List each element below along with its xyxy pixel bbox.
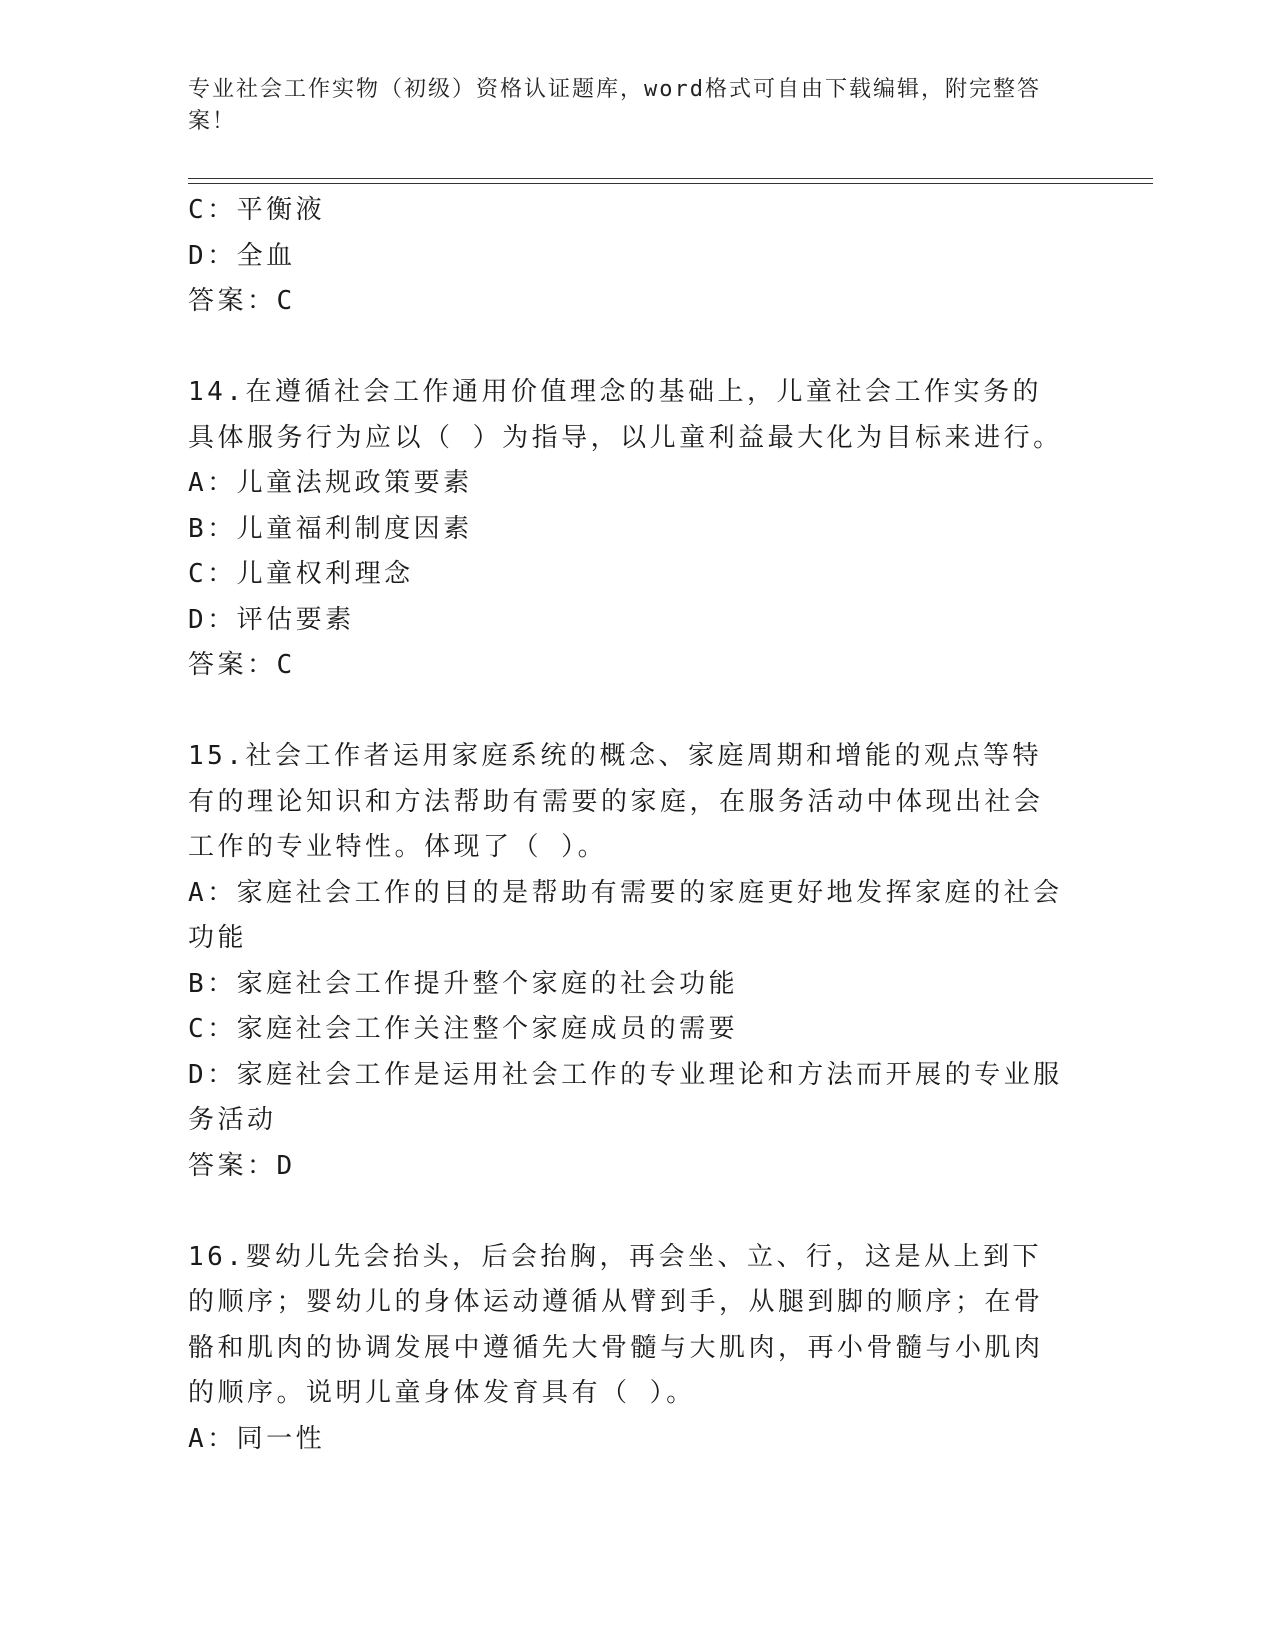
question-text: 婴幼儿先会抬头，后会抬胸，再会坐、立、行，这是从上到下的顺序；婴幼儿的身体运动遵循从臂到手，从腿到脚的顺序；在骨骼和肌肉的协调发展中遵循先大骨髓与大肌肉，再小骨髓与小肌肉的顺序。说明儿童身体发育具有（ ）。 bbox=[188, 1241, 1044, 1408]
question-number: 15. bbox=[188, 741, 246, 771]
option-label: D bbox=[188, 1059, 208, 1090]
option-line: C：儿童权利理念 bbox=[188, 559, 414, 589]
option-text: 评估要素 bbox=[236, 604, 355, 635]
option-line: B：家庭社会工作提升整个家庭的社会功能 bbox=[188, 968, 739, 999]
option-text: 家庭社会工作是运用社会工作的专业理论和方法而开展的专业服务活动 bbox=[188, 1059, 1063, 1135]
answer-line: 答案：D bbox=[188, 1150, 296, 1181]
document-header bbox=[188, 74, 1068, 138]
option-line: B：儿童福利制度因素 bbox=[188, 513, 473, 544]
option-label: A bbox=[188, 1423, 208, 1454]
option-text: 平衡液 bbox=[236, 195, 326, 225]
question-14 bbox=[188, 370, 1068, 689]
option-line: D：全血 bbox=[188, 240, 296, 271]
question-content bbox=[188, 188, 1068, 1462]
question-number: 14. bbox=[188, 377, 246, 407]
spacer bbox=[188, 325, 1068, 371]
option-line: A：家庭社会工作的目的是帮助有需要的家庭更好地发挥家庭的社会功能 bbox=[188, 877, 1063, 953]
question-16 bbox=[188, 1235, 1068, 1463]
option-label: D bbox=[188, 604, 208, 635]
question-text: 在遵循社会工作通用价值理念的基础上，儿童社会工作实务的具体服务行为应以（ ）为指导，以儿童利益最大化为目标来进行。 bbox=[188, 377, 1063, 453]
option-text: 家庭社会工作关注整个家庭成员的需要 bbox=[236, 1014, 739, 1044]
option-label: A bbox=[188, 877, 208, 908]
header-text: 专业社会工作实物（初级）资格认证题库，word格式可自由下载编辑，附完整答案！ bbox=[188, 77, 1041, 134]
option-text: 儿童法规政策要素 bbox=[236, 468, 473, 498]
option-label: C bbox=[188, 559, 208, 589]
option-line: A：同一性 bbox=[188, 1423, 326, 1454]
option-line: D：家庭社会工作是运用社会工作的专业理论和方法而开展的专业服务活动 bbox=[188, 1059, 1063, 1135]
spacer bbox=[188, 1189, 1068, 1235]
spacer bbox=[188, 689, 1068, 735]
option-text: 家庭社会工作提升整个家庭的社会功能 bbox=[236, 968, 739, 999]
option-text: 儿童权利理念 bbox=[236, 559, 414, 589]
carryover-block bbox=[188, 188, 1068, 325]
option-label: A bbox=[188, 468, 208, 498]
option-text: 全血 bbox=[236, 240, 296, 271]
option-line: D：评估要素 bbox=[188, 604, 355, 635]
header-rule-bottom bbox=[188, 183, 1153, 184]
question-stem bbox=[188, 1235, 1068, 1417]
option-label: C bbox=[188, 1014, 208, 1044]
question-stem bbox=[188, 370, 1068, 461]
option-text: 儿童福利制度因素 bbox=[236, 513, 473, 544]
answer-line: 答案：C bbox=[188, 650, 296, 680]
answer-line: 答案：C bbox=[188, 286, 296, 316]
header-rule-top bbox=[188, 178, 1153, 179]
option-text: 同一性 bbox=[236, 1423, 326, 1454]
question-text: 社会工作者运用家庭系统的概念、家庭周期和增能的观点等特有的理论知识和方法帮助有需要的家庭，在服务活动中体现出社会工作的专业特性。体现了（ ）。 bbox=[188, 741, 1044, 862]
option-line: C：家庭社会工作关注整个家庭成员的需要 bbox=[188, 1014, 739, 1044]
option-text: 家庭社会工作的目的是帮助有需要的家庭更好地发挥家庭的社会功能 bbox=[188, 877, 1063, 953]
question-number: 16. bbox=[188, 1241, 246, 1272]
question-stem bbox=[188, 734, 1068, 871]
option-label: D bbox=[188, 240, 208, 271]
question-15 bbox=[188, 734, 1068, 1189]
option-line: C：平衡液 bbox=[188, 195, 326, 225]
option-line: A：儿童法规政策要素 bbox=[188, 468, 473, 498]
option-label: C bbox=[188, 195, 208, 225]
option-label: B bbox=[188, 513, 208, 544]
option-label: B bbox=[188, 968, 208, 999]
